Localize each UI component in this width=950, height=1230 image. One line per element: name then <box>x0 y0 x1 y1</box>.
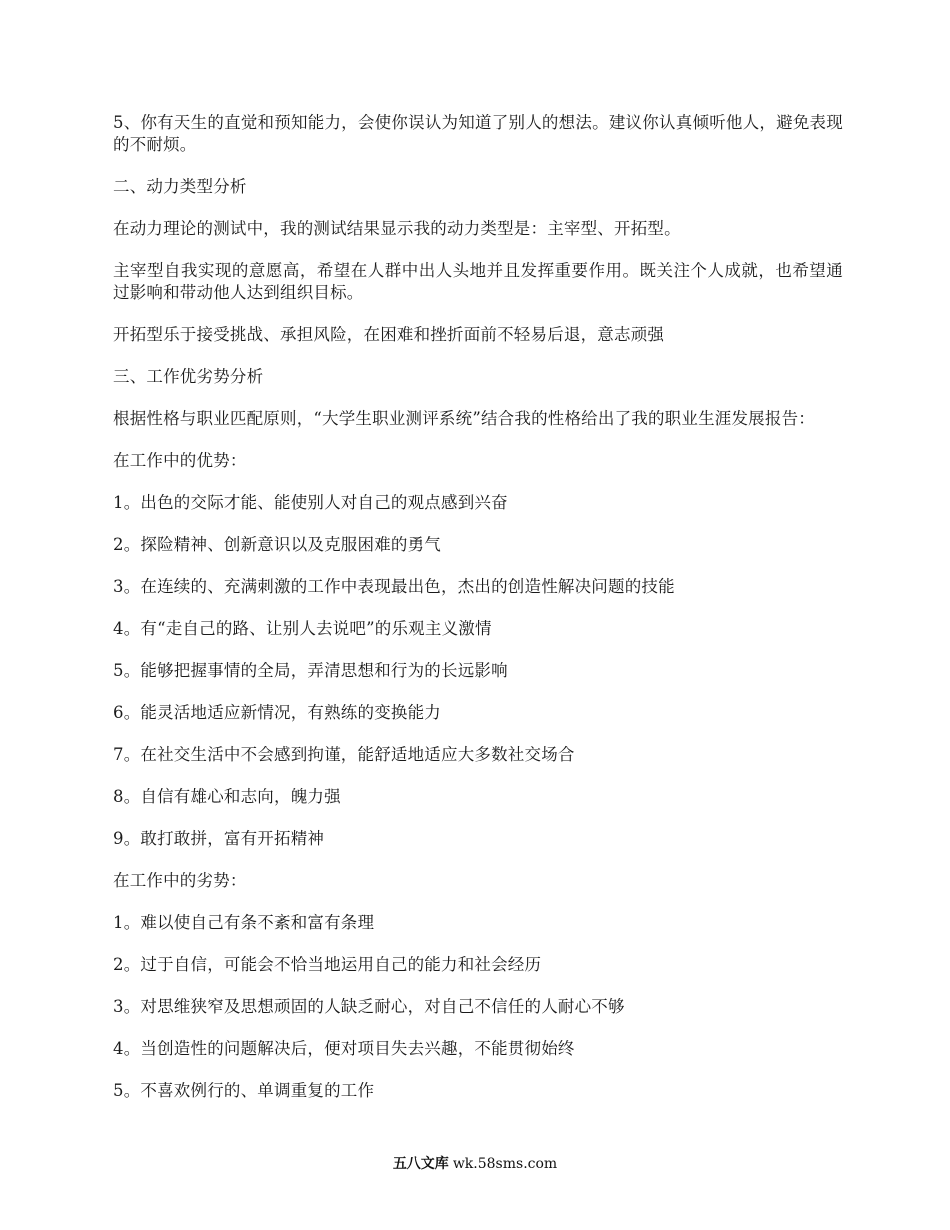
strength-item: 2。探险精神、创新意识以及克服困难的勇气 <box>113 535 441 554</box>
weakness-item: 2。过于自信，可能会不恰当地运用自己的能力和社会经历 <box>113 955 542 974</box>
strength-item: 9。敢打敢拼，富有开拓精神 <box>113 829 325 848</box>
weakness-item: 4。当创造性的问题解决后，便对项目失去兴趣，不能贯彻始终 <box>113 1039 575 1058</box>
strength-item: 1。出色的交际才能、能使别人对自己的观点感到兴奋 <box>113 493 508 512</box>
paragraph-report-intro: 根据性格与职业匹配原则，“大学生职业测评系统”结合我的性格给出了我的职业生涯发展报告： <box>113 409 815 428</box>
section-heading-strengths-weaknesses: 三、工作优劣势分析 <box>113 367 264 386</box>
strength-item: 7。在社交生活中不会感到拘谨，能舒适地适应大多数社交场合 <box>113 745 575 764</box>
subheading-weaknesses: 在工作中的劣势： <box>113 871 247 890</box>
weakness-item: 5。不喜欢例行的、单调重复的工作 <box>113 1081 375 1100</box>
page-footer <box>0 1155 950 1173</box>
strength-item: 3。在连续的、充满刺激的工作中表现最出色，杰出的创造性解决问题的技能 <box>113 577 675 596</box>
strength-item: 6。能灵活地适应新情况，有熟练的变换能力 <box>113 703 441 722</box>
footer-brand: 五八文库 <box>392 1156 449 1172</box>
weakness-item: 3。对思维狭窄及思想顽固的人缺乏耐心，对自己不信任的人耐心不够 <box>113 997 625 1016</box>
strength-item: 5。能够把握事情的全局，弄清思想和行为的长远影响 <box>113 661 508 680</box>
strength-item: 4。有“走自己的路、让别人去说吧”的乐观主义激情 <box>113 619 492 638</box>
footer-url[interactable]: wk.58sms.com <box>452 1156 558 1172</box>
paragraph-intuition-advice: 5、你有天生的直觉和预知能力，会使你误认为知道了别人的想法。建议你认真倾听他人，避免表现的不耐烦。 <box>113 113 843 154</box>
paragraph-dominant-type: 主宰型自我实现的意愿高，希望在人群中出人头地并且发挥重要作用。既关注个人成就，也希望通过影响和带动他人达到组织目标。 <box>113 261 843 302</box>
subheading-strengths: 在工作中的优势： <box>113 451 247 470</box>
document-body <box>113 112 843 1122</box>
weakness-item: 1。难以使自己有条不紊和富有条理 <box>113 913 375 932</box>
strength-item: 8。自信有雄心和志向，魄力强 <box>113 787 341 806</box>
paragraph-motivation-result: 在动力理论的测试中，我的测试结果显示我的动力类型是：主宰型、开拓型。 <box>113 219 681 238</box>
section-heading-motivation: 二、动力类型分析 <box>113 177 247 196</box>
paragraph-pioneer-type: 开拓型乐于接受挑战、承担风险，在困难和挫折面前不轻易后退，意志顽强 <box>113 325 665 344</box>
